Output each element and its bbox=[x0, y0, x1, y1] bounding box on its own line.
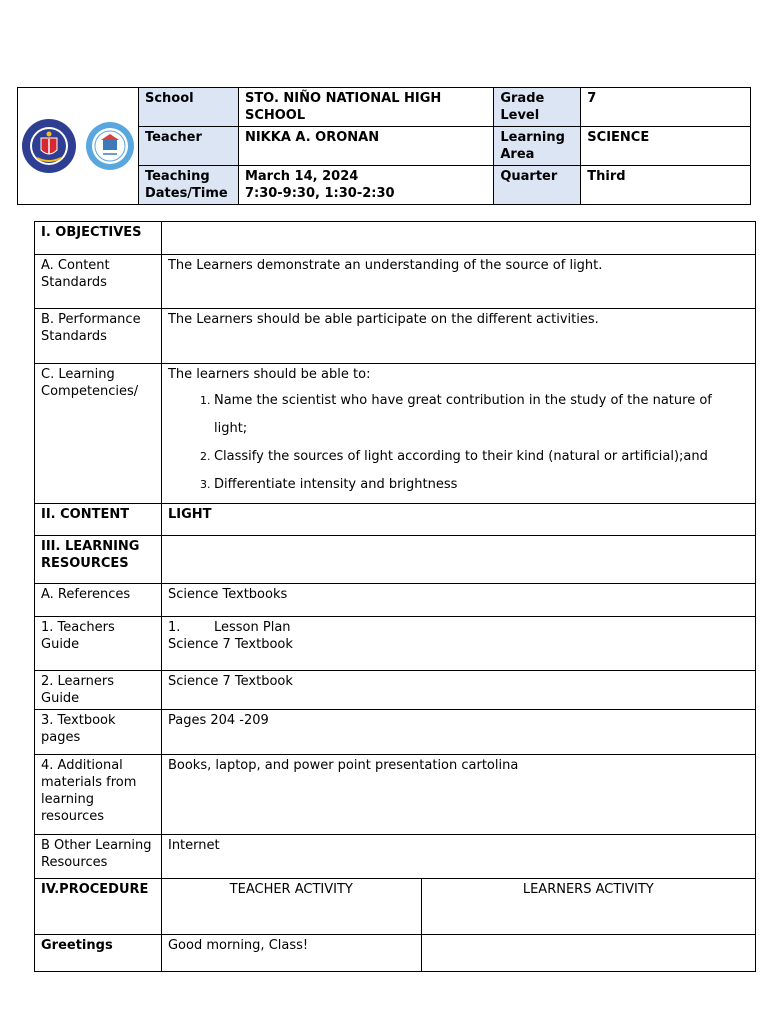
logos-cell bbox=[18, 88, 139, 205]
teachers-guide-label: 1. Teachers Guide bbox=[35, 617, 162, 671]
teacher-value: NIKKA A. ORONAN bbox=[238, 127, 493, 166]
textbook-pages-value: Pages 204 -209 bbox=[161, 710, 755, 755]
teachers-guide-value bbox=[161, 617, 755, 671]
greetings-learners bbox=[421, 935, 755, 972]
teachers-guide-item-number: 1. bbox=[167, 620, 181, 635]
greetings-teacher: Good morning, Class! bbox=[161, 935, 421, 972]
grade-level-label: Grade Level bbox=[494, 88, 581, 127]
teaching-time: 7:30-9:30, 1:30-2:30 bbox=[244, 186, 395, 201]
grade-level-value: 7 bbox=[581, 88, 751, 127]
deped-seal-icon bbox=[21, 118, 77, 174]
competencies-label: C. Learning Competencies/ bbox=[35, 364, 162, 504]
additional-materials-label: 4. Additional materials from learning resources bbox=[35, 755, 162, 835]
teacher-activity-header: TEACHER ACTIVITY bbox=[161, 879, 421, 935]
competencies-cell bbox=[161, 364, 755, 504]
performance-standards-label: B. Performance Standards bbox=[35, 309, 162, 364]
teacher-label: Teacher bbox=[138, 127, 238, 166]
content-standards-value: The Learners demonstrate an understanding of the source of light. bbox=[161, 255, 755, 309]
teaching-dates-value bbox=[238, 166, 493, 205]
references-label: A. References bbox=[35, 584, 162, 617]
teachers-guide-item bbox=[168, 619, 749, 636]
procedure-label: IV.PROCEDURE bbox=[35, 879, 162, 935]
additional-materials-value: Books, laptop, and power point presentation cartolina bbox=[161, 755, 755, 835]
objectives-label: I. OBJECTIVES bbox=[35, 222, 162, 255]
textbook-pages-label: 3. Textbook pages bbox=[35, 710, 162, 755]
competency-item: 2. Classify the sources of light according to their kind (natural or artificial);and bbox=[214, 443, 749, 471]
other-resources-value: Internet bbox=[161, 835, 755, 879]
learners-activity-header: LEARNERS ACTIVITY bbox=[421, 879, 755, 935]
references-value: Science Textbooks bbox=[161, 584, 755, 617]
teaching-dates-label: Teaching Dates/Time bbox=[138, 166, 238, 205]
teachers-guide-textbook: Science 7 Textbook bbox=[167, 637, 293, 652]
competencies-intro: The learners should be able to: bbox=[167, 367, 371, 382]
greetings-label: Greetings bbox=[35, 935, 162, 972]
teachers-guide-item-text: Lesson Plan bbox=[213, 620, 291, 635]
school-logo-icon bbox=[85, 121, 135, 171]
learning-area-value: SCIENCE bbox=[581, 127, 751, 166]
teaching-date: March 14, 2024 bbox=[244, 169, 359, 184]
learning-resources-label: III. LEARNING RESOURCES bbox=[35, 536, 162, 584]
school-value: STO. NIÑO NATIONAL HIGH SCHOOL bbox=[238, 88, 493, 127]
learning-area-label: Learning Area bbox=[494, 127, 581, 166]
other-resources-label: B Other Learning Resources bbox=[35, 835, 162, 879]
competency-item: 3. Differentiate intensity and brightness bbox=[214, 471, 749, 499]
school-label: School bbox=[138, 88, 238, 127]
content-value: LIGHT bbox=[161, 504, 755, 536]
content-standards-label: A. Content Standards bbox=[35, 255, 162, 309]
performance-standards-value: The Learners should be able participate on the different activities. bbox=[161, 309, 755, 364]
quarter-value: Third bbox=[581, 166, 751, 205]
objectives-value bbox=[161, 222, 755, 255]
competency-item: 1. Name the scientist who have great contribution in the study of the nature of light; bbox=[214, 387, 749, 443]
learners-guide-value: Science 7 Textbook bbox=[161, 671, 755, 710]
learners-guide-label: 2. Learners Guide bbox=[35, 671, 162, 710]
lesson-plan-table bbox=[34, 221, 756, 972]
content-label: II. CONTENT bbox=[35, 504, 162, 536]
competencies-list bbox=[168, 387, 749, 499]
learning-resources-value bbox=[161, 536, 755, 584]
header-table bbox=[17, 87, 751, 205]
quarter-label: Quarter bbox=[494, 166, 581, 205]
